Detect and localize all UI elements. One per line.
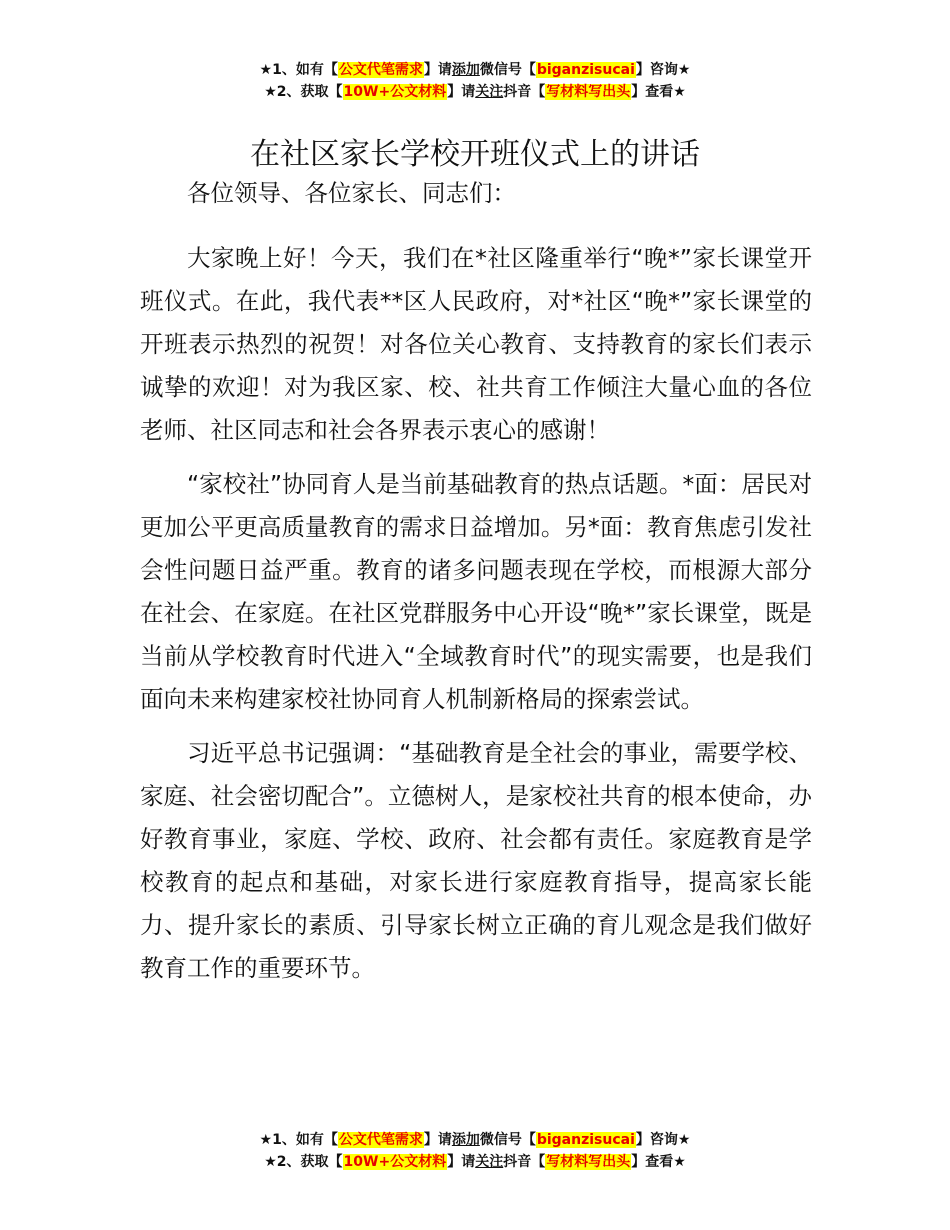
promo-highlight: 10W+公文材料 [343, 84, 447, 100]
promo-text: 1、如有【 [272, 1132, 338, 1148]
promo-highlight: 10W+公文材料 [343, 1154, 447, 1170]
promo-banner-top [0, 59, 950, 103]
promo-banner-bottom [0, 1129, 950, 1173]
promo-text: 微信号【 [479, 1132, 536, 1148]
promo-text: 】咨询 [635, 62, 678, 78]
promo-text: 】请 [447, 1154, 476, 1170]
body-paragraph: 大家晚上好！今天，我们在*社区隆重举行“晚*”家长课堂开班仪式。在此，我代表**区人民政府，对*社区“晚*”家长课堂的开班表示热烈的祝贺！对各位关心教育、支持教育的家长们表示诚挚的欢迎！对为我区家、校、社共育工作倾注大量心血的各位老师、社区同志和社会各界表示衷心的感谢！ [140, 244, 812, 444]
promo-line-2 [0, 81, 950, 103]
promo-highlight: 写材料写出头 [546, 84, 631, 100]
promo-emphasis: 关注 [475, 84, 504, 100]
star-icon: ★ [259, 62, 273, 78]
promo-text: 】请 [423, 1132, 452, 1148]
body-paragraph: “家校社”协同育人是当前基础教育的热点话题。*面：居民对更加公平更高质量教育的需求日益增加。另*面：教育焦虑引发社会性问题日益严重。教育的诸多问题表现在学校，而根源大部分在社会、在家庭。在社区党群服务中心开设“晚*”家长课堂，既是当前从学校教育时代进入“全域教育时代”的现实需要，也是我们面向未来构建家校社协同育人机制新格局的探索尝试。 [140, 470, 812, 713]
promo-emphasis: 关注 [475, 1154, 504, 1170]
promo-emphasis: 添加 [451, 1132, 480, 1148]
promo-text: 2、获取【 [276, 1154, 343, 1170]
promo-highlight: 公文代笔需求 [338, 1132, 423, 1148]
star-icon: ★ [264, 1154, 277, 1170]
promo-highlight: biganzisucai [536, 1132, 635, 1148]
promo-text: 2、获取【 [276, 84, 343, 100]
promo-text: 抖音【 [503, 84, 546, 100]
promo-text: 】查看 [631, 1154, 674, 1170]
promo-emphasis: 添加 [451, 62, 480, 78]
star-icon: ★ [677, 1132, 691, 1148]
promo-highlight: 公文代笔需求 [338, 62, 423, 78]
promo-text: 】请 [447, 84, 476, 100]
promo-text: 抖音【 [503, 1154, 546, 1170]
document-body [140, 172, 812, 1001]
promo-text: 】咨询 [635, 1132, 678, 1148]
star-icon: ★ [677, 62, 691, 78]
promo-line-2 [0, 1151, 950, 1173]
star-icon: ★ [673, 84, 686, 100]
star-icon: ★ [673, 1154, 686, 1170]
promo-line-1 [0, 59, 950, 81]
promo-text: 】查看 [631, 84, 674, 100]
promo-text: 微信号【 [479, 62, 536, 78]
star-icon: ★ [259, 1132, 273, 1148]
promo-line-1 [0, 1129, 950, 1151]
body-paragraph: 习近平总书记强调：“基础教育是全社会的事业，需要学校、家庭、社会密切配合”。立德树人，是家校社共育的根本使命，办好教育事业，家庭、学校、政府、社会都有责任。家庭教育是学校教育的起点和基础，对家长进行家庭教育指导，提高家长能力、提升家长的素质、引导家长树立正确的育儿观念是我们做好教育工作的重要环节。 [140, 739, 812, 982]
document-title: 在社区家长学校开班仪式上的讲话 [250, 137, 700, 173]
promo-text: 1、如有【 [272, 62, 338, 78]
star-icon: ★ [264, 84, 277, 100]
promo-text: 】请 [423, 62, 452, 78]
salutation: 各位领导、各位家长、同志们： [187, 179, 516, 207]
promo-highlight: biganzisucai [536, 62, 635, 78]
promo-highlight: 写材料写出头 [546, 1154, 631, 1170]
